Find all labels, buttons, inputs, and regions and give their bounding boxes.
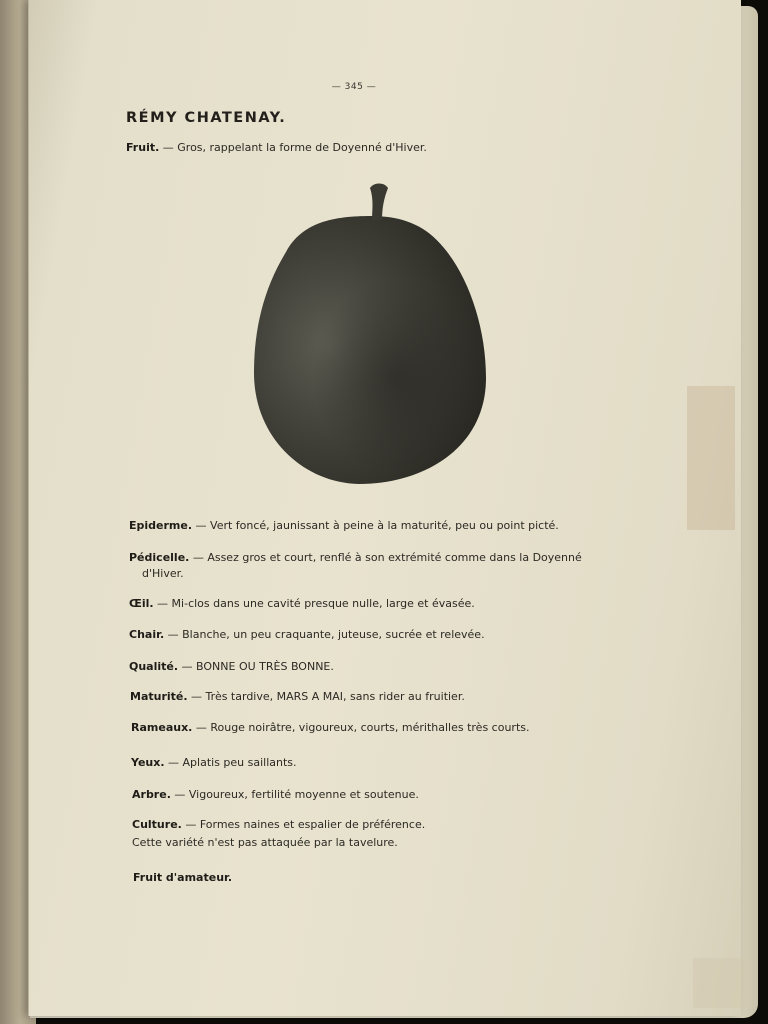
entry-culture <box>132 818 425 831</box>
entry-epiderme <box>129 519 559 532</box>
text-culture: — Formes naines et espalier de préférence. <box>181 818 426 831</box>
corner-spot <box>693 958 751 1008</box>
term-yeux: Yeux. <box>131 756 165 769</box>
text-yeux: — Aplatis peu saillants. <box>164 756 297 769</box>
entry-maturite <box>130 690 465 703</box>
text-maturite: — Très tardive, MARS A MAI, sans rider au fruitier. <box>187 690 465 703</box>
term-fruit-amateur: Fruit d'amateur. <box>133 871 233 884</box>
entry-arbre <box>132 788 419 801</box>
entry-yeux <box>131 756 297 769</box>
term-chair: Chair. <box>129 628 165 641</box>
term-oeil: Œil. <box>129 597 154 610</box>
term-arbre: Arbre. <box>132 788 171 801</box>
entry-chair <box>129 628 485 641</box>
entry-rameaux <box>131 721 530 734</box>
page-number: — 345 — <box>331 82 377 92</box>
term-maturite: Maturité. <box>130 690 188 703</box>
text-arbre: — Vigoureux, fertilité moyenne et soutenue. <box>170 788 419 801</box>
entry-pedicelle <box>129 551 582 564</box>
text-epiderme: — Vert foncé, jaunissant à peine à la maturité, peu ou point picté. <box>192 519 559 532</box>
entry-qualite <box>129 660 334 673</box>
text-oeil: — Mi-clos dans une cavité presque nulle, large et évasée. <box>153 597 475 610</box>
term-qualite: Qualité. <box>129 660 179 673</box>
entry-oeil <box>129 597 475 610</box>
term-pedicelle: Pédicelle. <box>129 551 190 564</box>
fruit-description <box>126 141 427 154</box>
entry-pedicelle-continuation: d'Hiver. <box>142 567 184 580</box>
term-culture: Culture. <box>132 818 182 831</box>
term-epiderme: Epiderme. <box>129 519 193 532</box>
fruit-text: — Gros, rappelant la forme de Doyenné d'Hiver. <box>159 141 427 154</box>
tab-mark <box>687 386 735 530</box>
text-chair: — Blanche, un peu craquante, juteuse, sucrée et relevée. <box>164 628 485 641</box>
fruit-term: Fruit. <box>126 141 160 154</box>
page-title: RÉMY CHATENAY. <box>126 110 287 126</box>
term-rameaux: Rameaux. <box>131 721 193 734</box>
entry-fruit-amateur <box>133 871 232 884</box>
book-page <box>28 0 741 1016</box>
text-pedicelle: — Assez gros et court, renflé à son extrémité comme dans la Doyenné <box>189 551 582 564</box>
text-qualite: — BONNE OU TRÈS BONNE. <box>178 660 334 673</box>
pear-fruit-icon <box>224 178 494 490</box>
entry-culture-continuation: Cette variété n'est pas attaquée par la tavelure. <box>132 836 398 849</box>
text-rameaux: — Rouge noirâtre, vigoureux, courts, mérithalles très courts. <box>192 721 530 734</box>
